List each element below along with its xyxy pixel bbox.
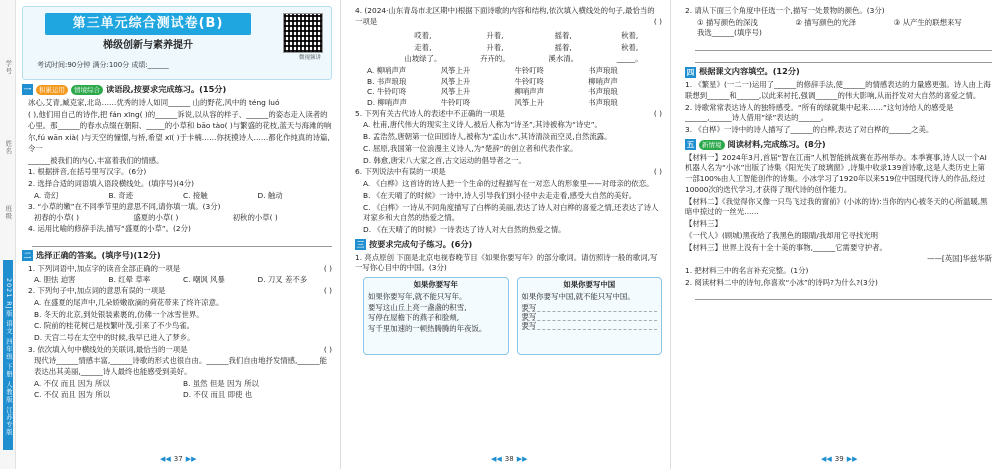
material-3-text: 《一代人》(顾城)黑夜给了我黑色的眼睛/我却用它寻找光明 <box>685 230 879 240</box>
question: 2. 诗歌常常表达诗人的独特感受。“所有的绿就集中起来……”这句诗给人的感受是______,______诗人借用“绿”表达的______。 <box>685 102 954 123</box>
question: 2. 下列句子中,加点词的意思有误的一项是 ( ) <box>28 286 332 296</box>
section-number: 一 <box>23 85 32 95</box>
option[interactable]: ① 描写颜色的深浅 <box>697 17 758 27</box>
option[interactable]: B. 奇迹 <box>108 190 134 200</box>
options <box>22 275 332 286</box>
option[interactable]: B. 孟浩然,唐朝第一位田园诗人,被称为“孟山水”,其诗清淡而空灵,自然流露。 <box>363 132 612 142</box>
section-tag-2: 情境综合 <box>71 85 103 95</box>
poem-stanza: 摇着, 摇着, 溪水清。 <box>548 31 578 63</box>
question: 2. 请从下面三个角度中任选一个,描写一处景物的颜色。(3分) <box>685 6 885 15</box>
section-number: 五 <box>686 140 695 150</box>
sidebar-strip <box>0 0 16 469</box>
question: 3. “小草的嫩”在不同季节里的意思不同,请你填一填。(3分) <box>28 201 221 211</box>
question: 1. 根据拼音,在括号里写汉字。(6分) <box>28 167 147 177</box>
option[interactable]: C. 嘲讽 风暴 <box>183 275 225 285</box>
student-id-label: 学号 <box>4 60 13 75</box>
answer-card[interactable] <box>517 277 663 355</box>
question: 6. 下列说法中有误的一项是 ( ) <box>355 167 662 177</box>
title-box <box>22 6 332 80</box>
option[interactable]: D. 天宫二号在太空中的时候,我早已进入了梦乡。 <box>34 333 195 342</box>
name-label: 姓名 <box>4 140 13 155</box>
page-number: ◀◀ 38 ▶▶ <box>491 454 528 463</box>
section-title: 根据课文内容填空。(12分) <box>699 66 800 77</box>
quote-author: ——[英国]华兹华斯 <box>927 254 992 264</box>
card-line: 如果你要写年,就不能只写年。 <box>368 291 467 301</box>
question: 1. 亮点原创 下面是北京电视春晚节目《如果你要写年》的部分歌词。请仿照诗一般的歌词,写一写你心目中的中国。(3分) <box>355 252 658 273</box>
page-title: 第三单元综合测试卷(B) <box>45 13 251 35</box>
section-tag: 新情境 <box>699 140 725 150</box>
passage-line: ______被我们的内心,丰富着我们的情感。 <box>28 155 164 165</box>
option[interactable]: C. 院前的桂花树已是枝繁叶茂,引来了不少鸟雀。 <box>34 321 195 331</box>
section-title: 按要求完成句子练习。(6分) <box>369 238 473 249</box>
question: 2. 阅读材料二中的诗句,你喜欢“小冰”的诗吗?为什么?(3分) <box>685 277 878 287</box>
page-number: ◀◀ 39 ▶▶ <box>821 454 858 463</box>
material-3-label: 【材料三】 <box>685 219 722 229</box>
example-card <box>363 277 509 355</box>
question: 5. 下列有关古代诗人的表述中不正确的一项是 ( ) <box>355 108 662 118</box>
option[interactable]: A. 杜甫,唐代伟大的现实主义诗人,被后人称为“诗圣”,其诗被称为“诗史”。 <box>363 120 602 130</box>
card-title: 如果你要写年 <box>413 280 458 290</box>
section-number: 二 <box>23 251 32 261</box>
question: 4. 运用比喻的修辞手法,描写“盛夏的小草”。(2分) <box>28 223 191 233</box>
exam-meta: 考试时间:90分钟 满分:100分 成绩:______ <box>37 61 169 69</box>
section-title: 读语段,按要求完成练习。(15分) <box>106 84 227 94</box>
option[interactable]: C. 屈原,我国第一位浪漫主义诗人,为“楚辞”的创立者和代表作家。 <box>363 143 578 153</box>
question: 2. 选择合适的词语填入语段横线处。(填序号)(4分) <box>28 179 195 189</box>
poem-stanza: 秋着, 秋着, _____。 <box>616 31 643 63</box>
question: 1. 把材料三中的名言补充完整。(1分) <box>685 266 809 275</box>
poem-stanza: 升着, 升着, 卉卉的。 <box>480 31 510 63</box>
option[interactable]: B. 《在天晴了的时候》一诗中,诗人引导我们到小径中去走走看,感受大自然的美好。 <box>363 190 637 200</box>
section-3-heading <box>355 239 662 251</box>
card-answer-line[interactable]: 要写 <box>522 303 658 312</box>
section-tag: 积累运用 <box>36 85 68 95</box>
option[interactable]: C. 接触 <box>183 190 208 200</box>
page-39 <box>670 0 1000 469</box>
qr-label: 微视频讲 <box>298 55 321 61</box>
series-label: 2021 RJ版 语文 四年级 下册 人教版 江苏专版 <box>3 260 13 450</box>
options <box>685 18 992 29</box>
lyric-cards <box>363 277 662 355</box>
option-row[interactable]: A. 柳哨声声 风筝上升 牛铃叮咚 书声琅琅 <box>367 65 618 75</box>
options <box>22 379 332 390</box>
question: 3. 《白桦》一诗中的诗人描写了______的白桦,表达了对白桦的______之美。 <box>685 125 934 135</box>
option[interactable]: C. 不仅 而且 因为 所以 <box>34 389 111 399</box>
card-answer-line[interactable]: 要写 <box>522 312 658 321</box>
section-4-heading <box>685 66 992 78</box>
option[interactable]: A. 在盛夏的尾声中,几朵娇嫩欲滴的荷花带来了终许凉意。 <box>34 297 224 307</box>
option[interactable]: ② 描写颜色的光泽 <box>795 17 857 27</box>
question: 1. 下列词语中,加点字的读音全部正确的一项是 ( ) <box>28 263 332 273</box>
option[interactable]: A. 奇幻 <box>34 190 59 200</box>
option[interactable]: B. 虽然 但是 因为 所以 <box>183 378 259 388</box>
section-title: 选择正确的答案。(填序号)(12分) <box>36 249 161 260</box>
option[interactable]: 初春的小草( ) <box>34 213 80 223</box>
options <box>22 213 332 224</box>
option-row[interactable]: C. 牛铃叮咚 风筝上升 柳哨声声 书声琅琅 <box>367 87 618 97</box>
options <box>22 390 332 401</box>
section-1-heading <box>22 84 332 96</box>
option-row[interactable]: D. 柳哨声声 牛铃叮咚 风筝上升 书声琅琅 <box>367 98 618 107</box>
question: 3. 依次填入句中横线处的关联词,最恰当的一项是 ( ) <box>28 344 332 354</box>
option[interactable]: B. 红晕 草率 <box>108 275 151 285</box>
option[interactable]: A. 不仅 而且 因为 所以 <box>34 378 110 388</box>
answer-line[interactable] <box>695 53 992 63</box>
poem-block <box>385 30 662 63</box>
question-text: 现代诗______情感丰富,______诗歌的形式也很自由。______我们自由地抒发情感,______能表达出其美丽,______诗人最终也能感受到美好。 <box>34 356 327 377</box>
card-line: 写千里加速的一顿热腾腾的年夜饭。 <box>368 324 487 334</box>
question: 1. 《繁星》(一二一)运用了______的修辞手法,使______的情感表达的力量感更强。诗人由上海联想到______和______,以此来衬托,强调______的伟大影响,从而抒发对大自然的喜爱之情。 <box>685 80 991 100</box>
qr-code-icon[interactable] <box>283 13 323 53</box>
passage-line: 心里。那______的春水点缀在朝阳、_____的小草和 bāo tào( )与繁盛的花枝,蓝天与海滩的响 <box>28 121 332 131</box>
card-answer-line[interactable]: 要写 <box>522 321 658 330</box>
page-number: ◀◀ 37 ▶▶ <box>160 454 197 463</box>
page-38 <box>340 0 670 469</box>
card-title: 如果你要写中国 <box>563 280 616 290</box>
material-1: 【材料一】2024年3月,首届“智在江南”人机智能挑战赛在苏州举办。本季赛事,诗人以一个AI机器人名为“小冰”出版了诗集《阳光失了玻璃窗》,诗集中收录139首诗歌,这是人类历史上第一部100%由人工智能创作的诗集。小冰学习了1920年以来519位中国现代诗人的作品,经过10000次的迭代学习,才获得了现代诗的创作能力。 <box>685 152 987 194</box>
page-subtitle: 梯级创新与素养提升 <box>103 40 193 51</box>
material-quote: 【材料三】世界上没有十全十美的事物,______它需要守护者。 <box>685 242 887 252</box>
section-title: 阅读材料,完成练习。(8分) <box>727 138 826 149</box>
option[interactable]: B. 冬天的北京,到处银装素裹的,仿佛一个冰雪世界。 <box>34 309 204 319</box>
option[interactable]: 盛夏的小草( ) <box>133 213 179 223</box>
section-number: 三 <box>356 240 365 250</box>
option[interactable]: C. 《白桦》一诗从不同角度描写了白桦的美丽,表达了诗人对白桦的喜爱之情,还表达了诗人对家乡和大自然的热爱之情。 <box>363 202 659 223</box>
answer-line[interactable] <box>695 41 992 51</box>
card-line: 写停在屋檐下的燕子和脸颊, <box>368 313 460 323</box>
page-37 <box>0 0 340 469</box>
option[interactable]: A. 《白桦》这首诗的诗人把一个生命的过程描写在一对恋人的形象里——对母亲的依恋。 <box>363 179 654 189</box>
option[interactable]: D. 《在天晴了的时候》一诗表达了诗人对大自然的热爱之情。 <box>363 225 566 235</box>
poem-stanza: 哎着, 走着, 山坡绿了。 <box>404 31 442 63</box>
option[interactable]: D. 韩愈,唐宋八大家之首,古文运动的倡导者之一。 <box>363 155 526 165</box>
material-2: 【材料二】《我觉得你又像一只鸟飞过我的窗前》(小冰的诗):当你的内心被冬天的心所温暖,黑暗中掠过的一丝光…… <box>685 196 988 217</box>
card-line: 如果你要写中国,就不能只写中国。 <box>521 291 635 301</box>
option[interactable]: A. 胆怯 迫害 <box>34 275 76 285</box>
passage-line: 冰心,艾青,臧克家,北岛……优秀的诗人如同______ 山的野花,风中的 téng luó <box>28 97 280 107</box>
card-line: 要写这山丘上亮一盏盏的积雪, <box>368 302 467 312</box>
section-2-heading <box>22 250 332 262</box>
question: 4. (2024·山东青岛市北区期中)根据下面诗歌的内容和结构,依次填入横线处的句子,最恰当的一项是 ( ) <box>355 6 662 26</box>
option-row[interactable]: B. 书声琅琅 风筝上升 牛铃叮咚 柳哨声声 <box>367 76 618 86</box>
class-label: 班级 <box>4 205 13 220</box>
option[interactable]: 初秋的小草( ) <box>232 213 278 223</box>
answer-line[interactable] <box>695 290 992 300</box>
passage-line: 尔,fú wān xià( )与天空的憧憬,与桥,希望 xī( )于卡楠……你抚摸诗人……都化作纯真的诗篇,令一 <box>28 133 330 153</box>
passage-line: ( ),他们用自己的诗作,把 fán xīng( )的______诉说,以从容的样子、______的姿态走入读者的 <box>28 109 328 119</box>
section-number: 四 <box>686 67 695 77</box>
option[interactable]: ③ 从产生的联想来写 <box>893 17 962 27</box>
section-5-heading <box>685 139 992 151</box>
option[interactable]: D. 触动 <box>257 190 283 200</box>
options <box>22 191 332 202</box>
choice-line[interactable]: 我选______(填序号) <box>697 28 762 38</box>
option[interactable]: D. 刀叉 差不多 <box>257 275 308 285</box>
option[interactable]: D. 不仅 而且 即使 也 <box>183 389 253 399</box>
answer-line[interactable] <box>32 237 332 247</box>
